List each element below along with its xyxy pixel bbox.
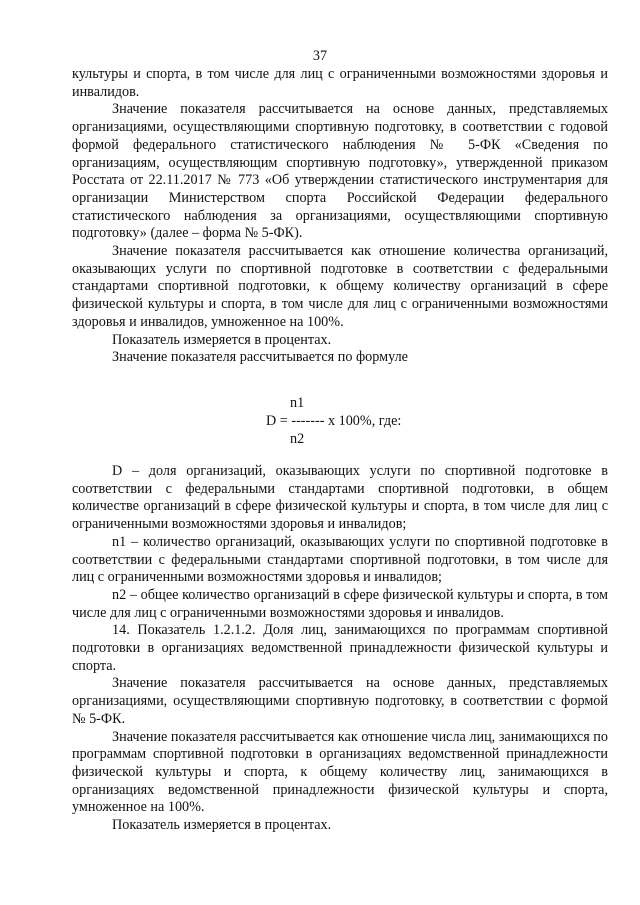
paragraph: Значение показателя рассчитывается на основе данных, представляемых организациями, осуществляющими спортивную подготовку, в соответствии с формой № 5-ФК. xyxy=(72,675,608,727)
formula-denominator: n2 xyxy=(290,431,305,447)
paragraph: культуры и спорта, в том числе для лиц с ограниченными возможностями здоровья и инвалидов. xyxy=(72,66,608,100)
definition-n1: n1 – количество организаций, оказывающих услуги по спортивной подготовке в соответствии с федеральными стандартами спортивной подготовки, в том числе для лиц с ограниченными возможностями здоровья и инвалидов; xyxy=(72,533,608,586)
paragraph: Значение показателя рассчитывается по формуле xyxy=(112,349,408,366)
paragraph: Показатель измеряется в процентах. xyxy=(112,817,332,834)
definition-d: D – доля организаций, оказывающих услуги по спортивной подготовке в соответствии с федеральными стандартами спортивной подготовки, в общем количестве организаций в сфере физической культуры и спорта, в том числе для лиц с ограниченными возможностями здоровья и инвалидов; xyxy=(72,463,608,533)
paragraph: Значение показателя рассчитывается как отношение количества организаций, оказывающих услуги по спортивной подготовке в соответствии с федеральными стандартами спортивной подготовки, к общему количеству организаций в сфере физической культуры и спорта, в том числе для лиц с ограниченными возможностями здоровья и инвалидов, умноженное на 100%. xyxy=(72,243,608,330)
paragraph: Значение показателя рассчитывается как отношение числа лиц, занимающихся по программам спортивной подготовки в организациях ведомственной принадлежности физической культуры и спорта, к общему количеству лиц, занимающихся в организациях ведомственной принадлежности физической культуры и спорта, умноженное на 100%. xyxy=(72,728,608,816)
page-number: 37 xyxy=(312,48,328,64)
body-text-top xyxy=(72,66,608,367)
indicator-heading: 14. Показатель 1.2.1.2. Доля лиц, занимающихся по программам спортивной подготовки в организациях ведомственной принадлежности физической культуры и спорта. xyxy=(72,622,608,674)
formula-numerator: n1 xyxy=(290,395,305,411)
formula-line: D = ------- x 100%, где: xyxy=(266,413,402,429)
body-text-bottom xyxy=(72,463,608,835)
paragraph: Значение показателя рассчитывается на основе данных, представляемых организациями, осуществляющими спортивную подготовку, в соответствии с годовой формой федерального статистического наблюдения № 5-ФК «Сведения по организациям, осуществляющим спортивную подготовку», утвержденной приказом Росстата от 22.11.2017 № 773 «Об утверждении статистического инструментария для организации Министерством спорта Российской Федерации федерального статистического наблюдения за организациями, осуществляющими спортивную подготовку» (далее – форма № 5-ФК). xyxy=(72,101,608,242)
paragraph: Показатель измеряется в процентах. xyxy=(112,331,332,348)
definition-n2: n2 – общее количество организаций в сфере физической культуры и спорта, в том числе для лиц с ограниченными возможностями здоровья и инвалидов. xyxy=(72,586,608,621)
